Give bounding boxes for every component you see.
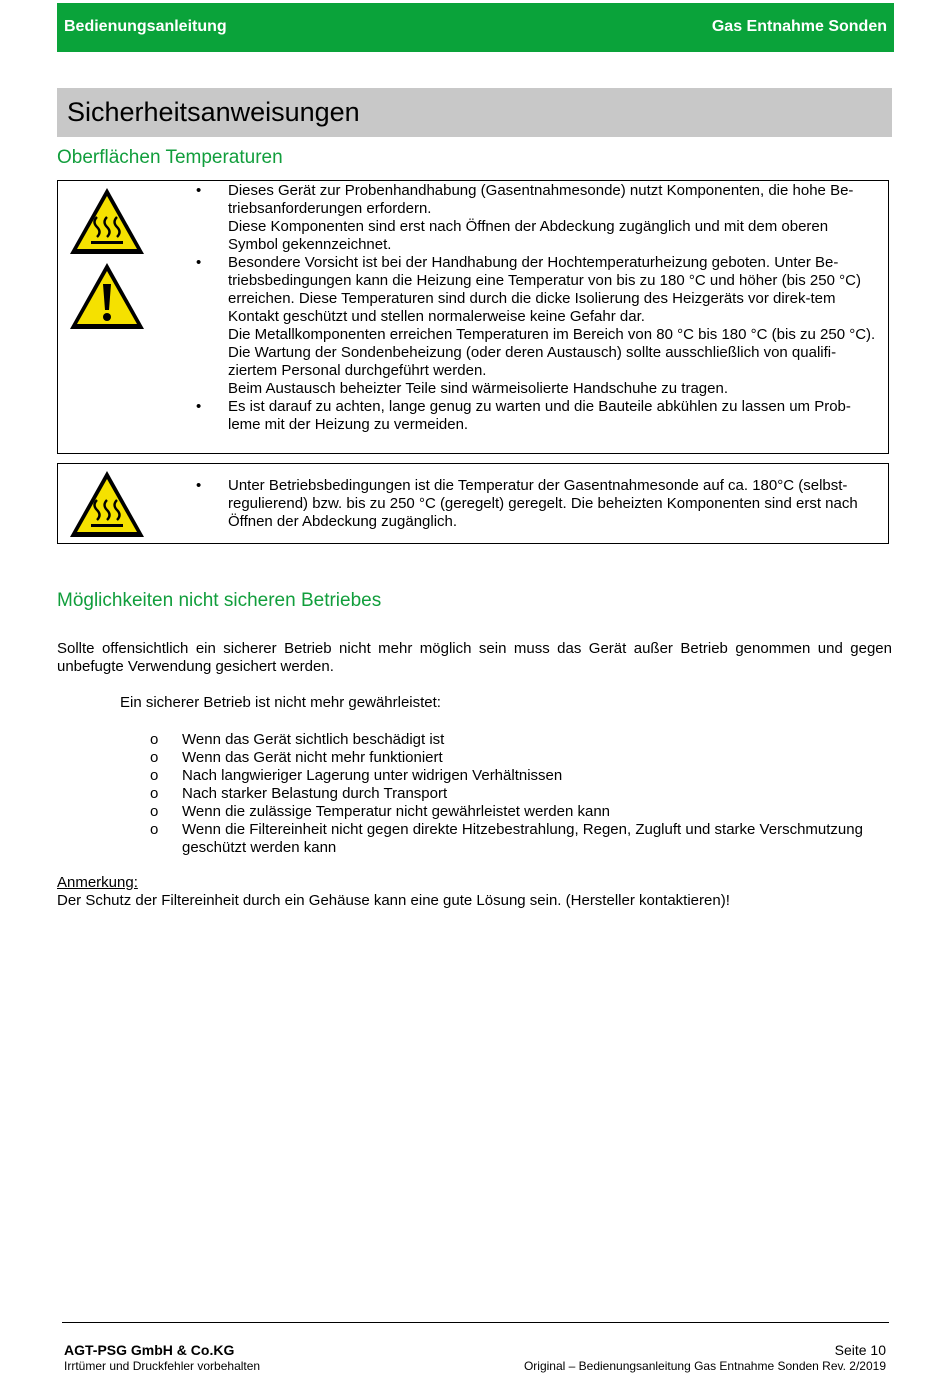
footer-page-number: Seite 10	[834, 1342, 886, 1358]
list-marker: o	[150, 749, 159, 766]
list-item	[196, 477, 876, 531]
footer-document-info: Original – Bedienungsanleitung Gas Entnahme Sonden Rev. 2/2019	[523, 1359, 886, 1373]
header-left-title: Bedienungsanleitung	[64, 18, 227, 35]
list-item-text: Besondere Vorsicht ist bei der Handhabung der Hochtemperaturheizung geboten. Unter Be-triebsbedingungen kann die Heizung eine Temperatur von bis zu 180 °C und höher (bis 250 °C) erreichen. Diese Temperaturen sind durch die dicke Isolierung des Heizgeräts vor direk-tem Kontakt geschützt und stellen normalerweise keine Gefahr dar.	[228, 254, 861, 325]
section-title: Sicherheitsanweisungen	[67, 97, 360, 127]
hot-surface-warning-icon	[67, 185, 147, 257]
note-label: Anmerkung:	[57, 874, 138, 891]
list-item	[196, 182, 876, 218]
list-item-continuation	[196, 326, 876, 344]
bullet-marker: •	[196, 254, 202, 271]
list-item	[150, 749, 895, 767]
list-item-text: Es ist darauf zu achten, lange genug zu warten und die Bauteile abkühlen zu lassen um Prob-leme mit der Heizung zu vermeiden.	[228, 398, 851, 433]
list-marker: o	[150, 803, 159, 820]
list-item	[150, 785, 895, 803]
list-item-continuation	[196, 344, 876, 380]
list-item	[196, 398, 876, 434]
section-title-bar	[57, 88, 892, 137]
list-item-text: Dieses Gerät zur Probenhandhabung (Gasentnahmesonde) nutzt Komponenten, die hohe Be-triebsanforderungen erfordern.	[228, 182, 854, 217]
list-item-continuation	[196, 218, 876, 254]
bullet-marker: •	[196, 182, 202, 199]
surface-bullet-list	[196, 182, 876, 434]
list-marker: o	[150, 785, 159, 802]
list-item-text: Wenn das Gerät nicht mehr funktioniert	[182, 749, 443, 766]
list-item-continuation	[196, 380, 876, 398]
bullet-marker: •	[196, 477, 202, 494]
unsafe-operation-heading: Möglichkeiten nicht sicheren Betriebes	[57, 590, 382, 611]
operating-bullet-list	[196, 477, 876, 531]
list-item-text: Unter Betriebsbedingungen ist die Temperatur der Gasentnahmesonde auf ca. 180°C (selbst-regulierend) bzw. bis zu 250 °C (geregelt) geregelt. Die beheizten Komponenten sind erst nach Öffnen der Abdeckung zugänglich.	[228, 477, 858, 530]
hot-surface-warning-icon	[67, 468, 147, 540]
footer-divider	[62, 1322, 889, 1323]
list-marker: o	[150, 767, 159, 784]
list-item-text: Diese Komponenten sind erst nach Öffnen der Abdeckung zugänglich und mit dem oberen Symbol gekennzeichnet.	[228, 218, 829, 253]
list-item-text: Die Wartung der Sondenbeheizung (oder deren Austausch) sollte ausschließlich von qualifi-ziertem Personal durchgeführt werden.	[228, 344, 837, 379]
general-warning-icon	[67, 260, 147, 332]
list-marker: o	[150, 731, 159, 748]
page-header	[57, 3, 894, 52]
surface-warning-box	[57, 180, 889, 454]
list-item	[150, 803, 895, 821]
bullet-marker: •	[196, 398, 202, 415]
footer-company: AGT-PSG GmbH & Co.KG	[64, 1342, 235, 1358]
list-item-text: Nach langwieriger Lagerung unter widrigen Verhältnissen	[182, 767, 563, 784]
surface-temperatures-heading: Oberflächen Temperaturen	[57, 147, 283, 168]
header-right-title: Gas Entnahme Sonden	[711, 18, 887, 35]
list-item-text: Wenn das Gerät sichtlich beschädigt ist	[182, 731, 445, 748]
list-item-text: Beim Austausch beheizter Teile sind wärmeisolierte Handschuhe zu tragen.	[228, 380, 728, 397]
operating-temperature-box	[57, 463, 889, 544]
list-item	[196, 254, 876, 326]
list-item-text: Nach starker Belastung durch Transport	[182, 785, 448, 802]
unsafe-conditions-list	[150, 731, 895, 857]
unsafe-lead-text: Ein sicherer Betrieb ist nicht mehr gewährleistet:	[120, 694, 441, 711]
list-item-text: Wenn die zulässige Temperatur nicht gewährleistet werden kann	[182, 803, 611, 820]
note-text: Der Schutz der Filtereinheit durch ein Gehäuse kann eine gute Lösung sein. (Hersteller kontaktieren)!	[57, 892, 730, 909]
unsafe-intro-paragraph: Sollte offensichtlich ein sicherer Betrieb nicht mehr möglich sein muss das Gerät außer Betrieb genommen und gegen unbefugte Verwendung gesichert werden.	[57, 640, 892, 675]
footer-disclaimer: Irrtümer und Druckfehler vorbehalten	[64, 1359, 261, 1373]
list-item	[150, 767, 895, 785]
list-item-text: Wenn die Filtereinheit nicht gegen direkte Hitzebestrahlung, Regen, Zugluft und starke Verschmutzung geschützt werden kann	[182, 821, 863, 856]
list-item	[150, 731, 895, 749]
list-item-text: Die Metallkomponenten erreichen Temperaturen im Bereich von 80 °C bis 180 °C (bis zu 250 °C).	[228, 326, 876, 343]
list-item	[150, 821, 895, 857]
list-marker: o	[150, 821, 159, 838]
